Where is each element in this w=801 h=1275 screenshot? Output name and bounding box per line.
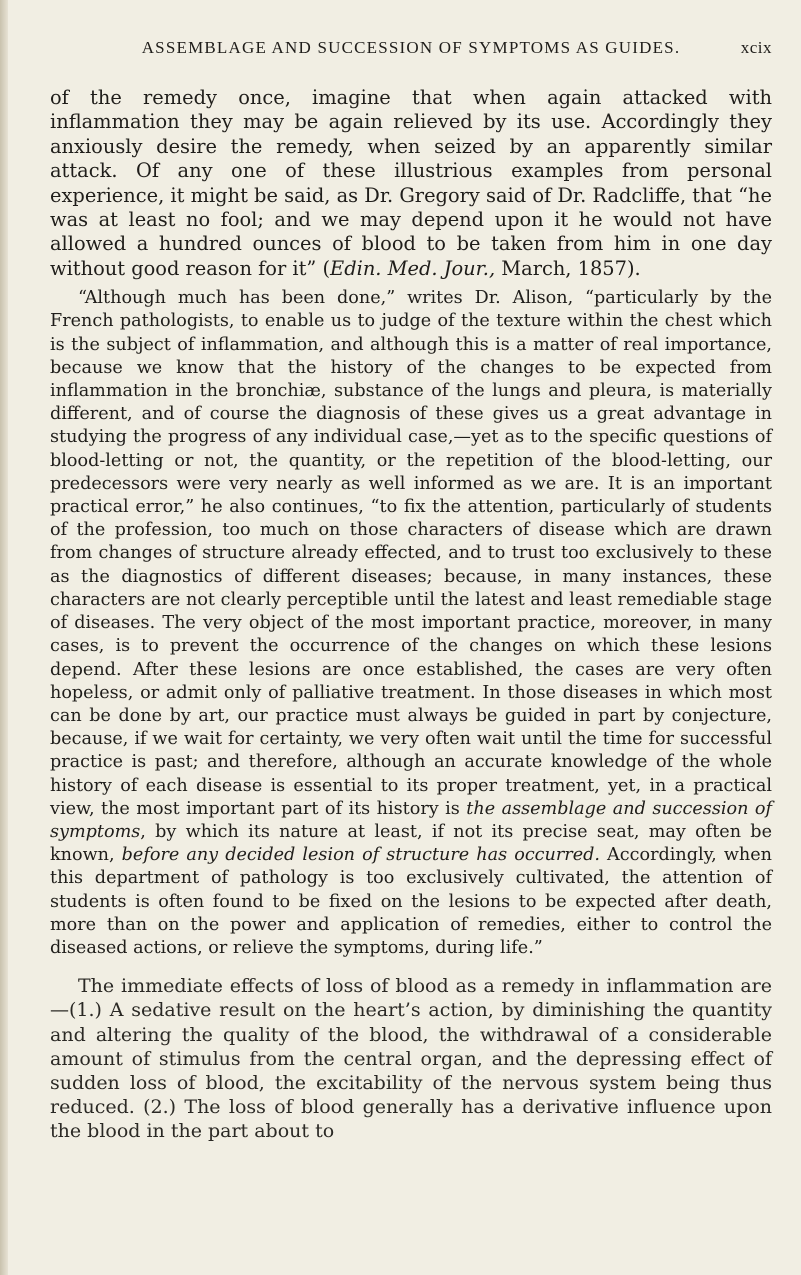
paragraph-1-date: March, 1857). bbox=[495, 256, 641, 280]
page-number: xcix bbox=[740, 38, 772, 57]
alison-quotation bbox=[50, 287, 772, 960]
paragraph-2-text-a: “Although much has been done,” writes Dr. Alison, “particularly by the French pathologists, to enable us to judge of the texture within the chest which is the subject of inflammation, and although this is a matter of real importance, because we know that the history of the changes to be expected from inflammation in the bronchiæ, substance of the lungs and pleura, is materially different, and of course the diagnosis of these gives us a great advantage in studying the progress of any individual case,—yet as to the specific questions of blood-letting or not, the quantity, or the repetition of the blood-letting, our predecessors were very nearly as well informed as we are. It is an important practical error,” he also continues, “to fix the attention, particularly of students of the profession, too much on those characters of disease which are drawn from changes of structure already effected, and to trust too exclusively to these as the diagnostics of different diseases; because, in many instances, these characters are not clearly perceptible until the latest and least remediable stage of diseases. The very object of the most important practice, moreover, in many cases, is to prevent the occurrence of the changes on which these lesions depend. After these lesions are once established, the cases are very often hopeless, or admit only of palliative treatment. In those diseases in which most can be done by art, our practice must always be guided in part by conjecture, because, if we wait for certainty, we very often wait until the time for successful practice is past; and therefore, although an accurate knowledge of the whole history of each disease is essential to its proper treatment, yet, in a practical view, the most important part of its history is bbox=[50, 288, 772, 819]
paragraph-2-text-c: Accordingly, when this department of pathology is too exclusively cultivated, the attention of students is often found to be fixed on the lesions to be expected after death, more than on the power and application of remedies, either to control the diseased actions, or relieve the symptoms, during life.” bbox=[50, 845, 773, 958]
running-header bbox=[50, 38, 772, 62]
paragraph-1 bbox=[50, 86, 772, 281]
paragraph-2-text-b: , by which its nature at least, if not its precise seat, may often be known, bbox=[50, 821, 772, 866]
paragraph-3: The immediate effects of loss of blood as a remedy in inflammation are—(1.) A sedative result on the heart’s action, by diminishing the quantity and altering the quality of the blood, the withdrawal of a considerable amount of stimulus from the central organ, and the depressing effect of sudden loss of blood, the excitability of the nervous system being thus reduced. (2.) The loss of blood generally has a derivative influence upon the blood in the part about to bbox=[50, 975, 772, 1143]
paragraph-2-italic-2: before any decided lesion of structure has occurred. bbox=[121, 845, 600, 866]
journal-citation: Edin. Med. Jour., bbox=[330, 256, 496, 280]
page-gutter-shadow bbox=[0, 0, 8, 1275]
continued-paragraph bbox=[50, 86, 772, 281]
paragraph-1-text: of the remedy once, imagine that when again attacked with inflammation they may be again relieved by its use. Accordingly they anxiously desire the remedy, when seized by an apparently similar attack. Of any one of these illustrious examples from personal experience, it might be said, as Dr. Gregory said of Dr. Radcliffe, that “he was at least no fool; and we may depend upon it he would not have allowed a hundred ounces of blood to be taken from him in one day without good reason for it” ( bbox=[50, 86, 772, 280]
book-page bbox=[50, 38, 772, 1144]
paragraph-2-italic-1: the assemblage and succession of symptoms bbox=[50, 798, 772, 842]
effects-paragraph bbox=[50, 974, 772, 1143]
paragraph-2 bbox=[50, 287, 772, 960]
running-title: ASSEMBLAGE AND SUCCESSION OF SYMPTOMS AS GUIDES. bbox=[141, 38, 681, 57]
